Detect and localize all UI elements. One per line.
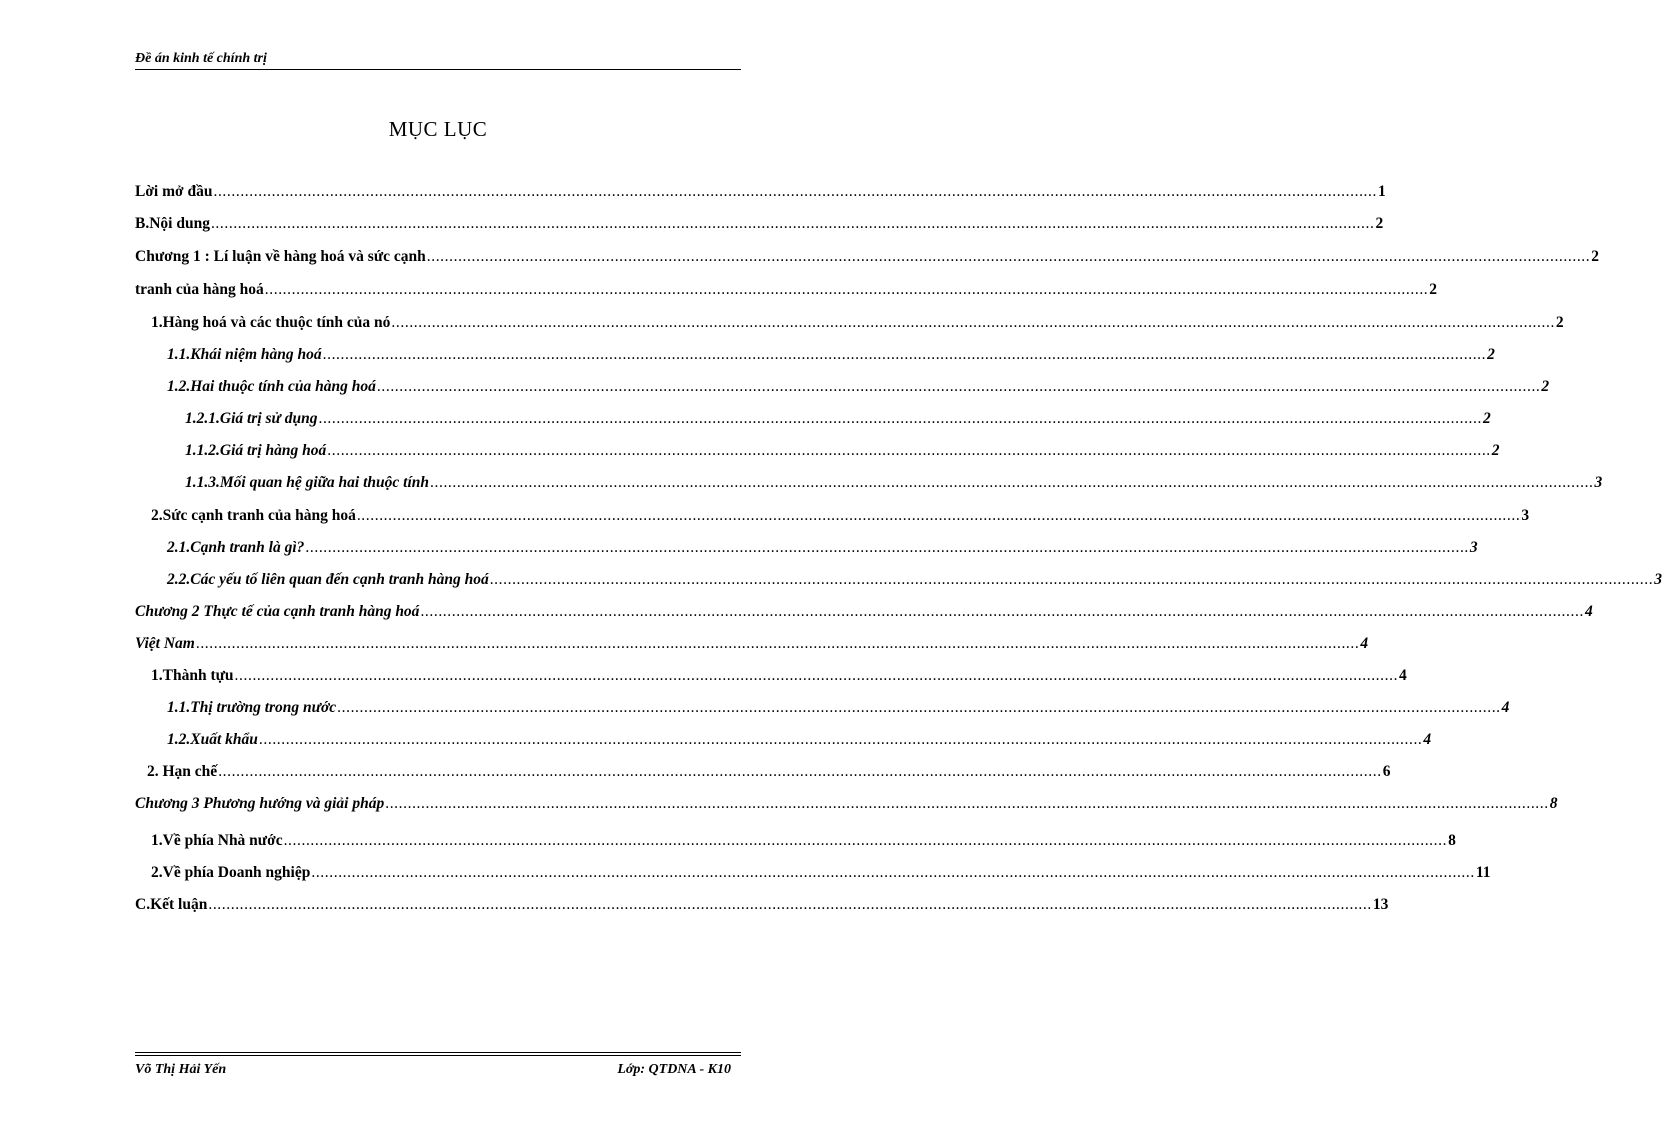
toc-entry-page: 2 [1541,378,1550,395]
toc-entry-label: 2.Về phía Doanh nghiệp [151,864,311,881]
toc-dot-leader: .................................................................................................................................................................................................................................................................... [264,281,1429,298]
toc-dot-leader: .................................................................................................................................................................................................................................................................... [258,731,1423,748]
toc-entry-label: 1.Thành tựu [151,667,234,684]
toc-entry-page: 2 [1491,442,1500,459]
toc-entry-label: 1.Về phía Nhà nước [151,832,283,849]
toc-entry-label: 1.1.3.Mối quan hệ giữa hai thuộc tính [185,474,430,491]
toc-dot-leader: .................................................................................................................................................................................................................................................................... [218,763,1382,780]
toc-entry-page: 11 [1475,864,1491,881]
toc-entry[interactable] [135,565,1662,589]
toc-dot-leader: .................................................................................................................................................................................................................................................................... [356,507,1521,524]
header-title: Đề án kinh tế chính trị [135,51,267,66]
toc-entry[interactable] [135,242,1599,266]
toc-entry-label: Lời mở đầu [135,183,213,200]
toc-entry[interactable] [135,308,1564,332]
toc-entry-page: 8 [1549,795,1558,812]
toc-entry[interactable] [135,789,1558,813]
toc-entry-page: 3 [1654,571,1662,588]
footer-author: Võ Thị Hải Yến [135,1062,227,1077]
page-footer [135,1052,741,1079]
toc-entry[interactable] [135,725,1432,749]
toc-entry[interactable] [135,372,1550,396]
toc-dot-leader: .................................................................................................................................................................................................................................................................... [430,474,1594,491]
toc-dot-leader: .................................................................................................................................................................................................................................................................... [322,346,1487,363]
toc-entry[interactable] [135,693,1510,717]
toc-entry[interactable] [135,209,1384,233]
toc-dot-leader: .................................................................................................................................................................................................................................................................... [426,248,1591,265]
toc-entry-label: 2.2.Các yếu tố liên quan đến cạnh tranh hàng hoá [167,571,489,588]
toc-entry[interactable] [135,858,1491,882]
toc-entry-label: 1.2.Hai thuộc tính của hàng hoá [167,378,376,395]
toc-dot-leader: .................................................................................................................................................................................................................................................................... [385,795,1549,812]
toc-entry-label: Việt Nam [135,635,195,652]
toc-entry[interactable] [135,757,1391,781]
toc-dot-leader: .................................................................................................................................................................................................................................................................... [213,183,1377,200]
toc-entry-page: 3 [1521,507,1530,524]
toc-dot-leader: .................................................................................................................................................................................................................................................................... [376,378,1541,395]
toc-dot-leader: .................................................................................................................................................................................................................................................................... [210,215,1375,232]
toc-dot-leader: .................................................................................................................................................................................................................................................................... [489,571,1654,588]
toc-entry-page: 4 [1399,667,1407,684]
toc-dot-leader: .................................................................................................................................................................................................................................................................... [305,539,1469,556]
toc-dot-leader: .................................................................................................................................................................................................................................................................... [391,314,1555,331]
page-title: MỤC LỤC [388,117,488,141]
toc-entry-page: 3 [1469,539,1478,556]
toc-entry[interactable] [135,890,1389,914]
toc-dot-leader: .................................................................................................................................................................................................................................................................... [311,864,1475,881]
toc-dot-leader: .................................................................................................................................................................................................................................................................... [318,410,1482,427]
toc-entry-label: 1.1.Thị trường trong nước [167,699,337,716]
toc-entry-label: Chương 2 Thực tế của cạnh tranh hàng hoá [135,603,420,620]
toc-dot-leader: .................................................................................................................................................................................................................................................................... [327,442,1491,459]
toc-dot-leader: .................................................................................................................................................................................................................................................................... [420,603,1584,620]
toc-entry[interactable] [135,404,1491,428]
toc-entry[interactable] [135,629,1369,653]
toc-dot-leader: .................................................................................................................................................................................................................................................................... [283,832,1448,849]
toc-entry[interactable] [135,533,1478,557]
toc-entry-label: B.Nội dung [135,215,210,232]
footer-rule-thin [135,1055,741,1056]
toc-entry[interactable] [135,177,1386,201]
toc-entry-page: 3 [1594,474,1603,491]
header-rule [135,69,741,70]
toc-entry[interactable] [135,468,1603,492]
toc-entry-page: 13 [1372,896,1389,913]
toc-entry[interactable] [135,826,1456,850]
toc-entry-page: 2 [1555,314,1564,331]
toc-entry-label: tranh của hàng hoá [135,281,264,298]
toc-dot-leader: .................................................................................................................................................................................................................................................................... [195,635,1360,652]
footer-line [135,1061,741,1079]
toc-entry-page: 8 [1448,832,1456,849]
toc-entry[interactable] [135,597,1593,621]
toc-entry-label: 1.Hàng hoá và các thuộc tính của nó [151,314,391,331]
toc-entry-page: 1 [1377,183,1386,200]
toc-entry-label: Chương 1 : Lí luận về hàng hoá và sức cạnh [135,248,426,265]
toc-entry-page: 4 [1501,699,1510,716]
toc-entry-page: 2 [1429,281,1438,298]
footer-class: Lớp: QTDNA - K10 [617,1062,731,1077]
toc-entry-label: 1.1.Khái niệm hàng hoá [167,346,322,363]
toc-entry[interactable] [135,275,1438,299]
toc-entry-label: 1.2.Xuất khẩu [167,731,258,748]
toc-entry-page: 6 [1382,763,1391,780]
toc-dot-leader: .................................................................................................................................................................................................................................................................... [234,667,1399,684]
toc-entry-label: 1.1.2.Giá trị hàng hoá [185,442,327,459]
toc-entry-page: 2 [1375,215,1384,232]
toc-entry-page: 2 [1591,248,1599,265]
toc-entry-label: 2. Hạn chế [147,763,218,780]
toc-dot-leader: .................................................................................................................................................................................................................................................................... [208,896,1372,913]
toc-entry-page: 2 [1482,410,1491,427]
toc-entry-label: 2.1.Cạnh tranh là gì? [167,539,305,556]
toc-entry[interactable] [135,661,1407,685]
toc-entry-label: 2.Sức cạnh tranh của hàng hoá [151,507,356,524]
toc-entry-page: 4 [1423,731,1432,748]
toc-entry-page: 4 [1360,635,1369,652]
toc-entry-label: Chương 3 Phương hướng và giải pháp [135,795,385,812]
page-header [135,50,741,70]
toc-dot-leader: .................................................................................................................................................................................................................................................................... [337,699,1501,716]
footer-rule [135,1052,741,1053]
toc-entry[interactable] [135,501,1530,525]
toc-entry-page: 2 [1487,346,1495,363]
toc-entry-label: C.Kết luận [135,896,208,913]
toc-entry[interactable] [135,340,1495,364]
toc-entry-label: 1.2.1.Giá trị sử dụng [185,410,318,427]
toc-entry[interactable] [135,436,1500,460]
toc-entry-page: 4 [1584,603,1593,620]
